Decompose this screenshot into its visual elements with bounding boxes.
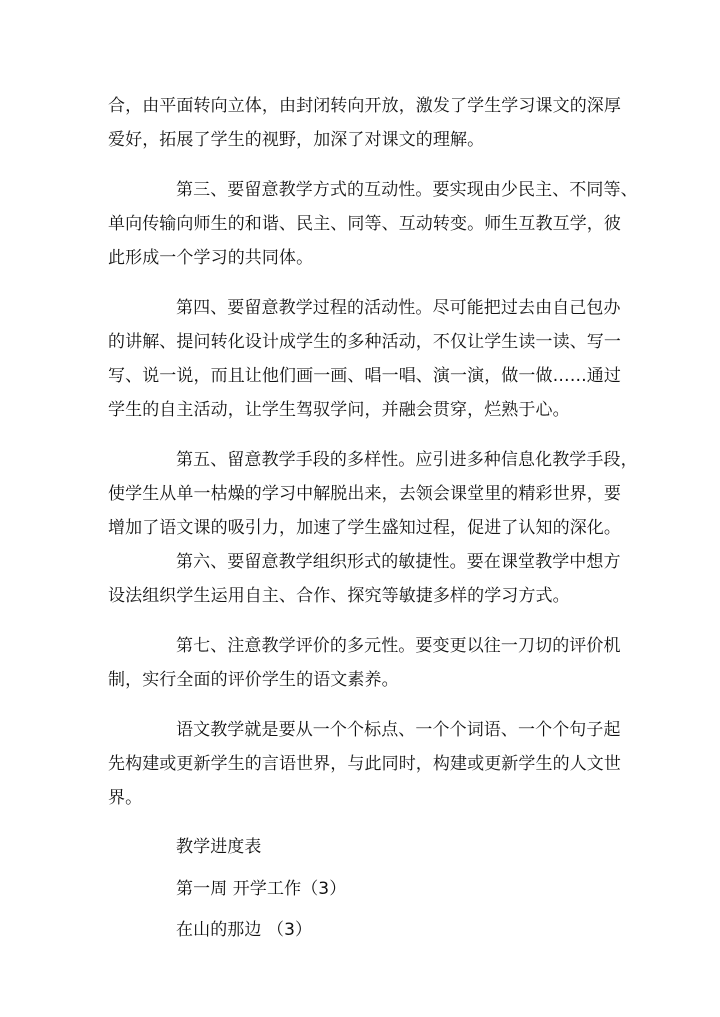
text-line: 设法组织学生运用自主、合作、探究等敏捷多样的学习方式。 bbox=[108, 586, 570, 606]
text-line: 界。 bbox=[108, 788, 143, 808]
text-line: 的讲解、提问转化设计成学生的多种活动，不仅让学生读一读、写一 bbox=[108, 332, 621, 352]
text-line: 制，实行全面的评价学生的语文素养。 bbox=[108, 670, 399, 690]
paragraph-start-line: 第五、留意教学手段的多样性。应引进多种信息化教学手段， bbox=[176, 450, 638, 470]
text-line: 增加了语文课的吸引力，加速了学生盛知过程，促进了认知的深化。 bbox=[108, 518, 621, 538]
text-line: 学生的自主活动，让学生驾驭学问，并融会贯穿，烂熟于心。 bbox=[108, 400, 570, 420]
text-line: 此形成一个学习的共同体。 bbox=[108, 248, 314, 268]
paragraph-start-line: 第七、注意教学评价的多元性。要变更以往一刀切的评价机 bbox=[176, 636, 621, 656]
paragraph-start-line: 第六、要留意教学组织形式的敏捷性。要在课堂教学中想方 bbox=[176, 552, 621, 572]
text-line: 使学生从单一枯燥的学习中解脱出来，去领会课堂里的精彩世界，要 bbox=[108, 484, 621, 504]
text-line: 爱好，拓展了学生的视野，加深了对课文的理解。 bbox=[108, 130, 485, 150]
paragraph-start-line: 第四、要留意教学过程的活动性。尽可能把过去由自己包办 bbox=[176, 298, 621, 318]
schedule-item: 第一周 开学工作（3） bbox=[176, 879, 347, 899]
text-line: 合，由平面转向立体，由封闭转向开放，激发了学生学习课文的深厚 bbox=[108, 96, 621, 116]
section-heading: 教学进度表 bbox=[176, 837, 262, 857]
paragraph-start-line: 语文教学就是要从一个个标点、一个个词语、一个个句子起 bbox=[176, 720, 621, 740]
paragraph-start-line: 第三、要留意教学方式的互动性。要实现由少民主、不同等、 bbox=[176, 180, 638, 200]
text-line: 先构建或更新学生的言语世界，与此同时，构建或更新学生的人文世 bbox=[108, 754, 621, 774]
schedule-item: 在山的那边 （3） bbox=[176, 920, 313, 940]
text-line: 单向传输向师生的和谐、民主、同等、互动转变。师生互教互学，彼 bbox=[108, 214, 621, 234]
text-line: 写、说一说，而且让他们画一画、唱一唱、演一演，做一做……通过 bbox=[108, 366, 621, 386]
